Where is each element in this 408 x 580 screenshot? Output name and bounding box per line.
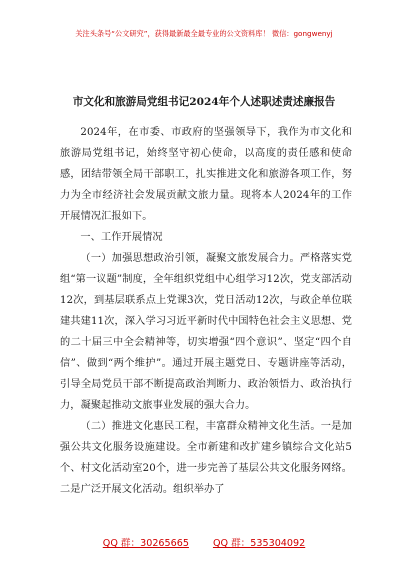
qq-group-2: QQ 群：535304092 bbox=[212, 538, 306, 549]
footer bbox=[0, 535, 408, 549]
document-body bbox=[60, 122, 352, 500]
paragraph-2: （二）推进文化惠民工程，丰富群众精神文化生活。一是加强公共文化服务设施建设。全市新建和改扩建乡镇综合文化站5个、村文化活动室20个，进一步完善了基层公共文化服务网络。二是广泛开展文化活动。组织举办了 bbox=[60, 421, 352, 495]
header-banner: 关注头条号“公文研究”，获得最新最全最专业的公文资料库！ 微信：gongwenyj bbox=[75, 29, 333, 38]
qq-group-1: QQ 群：30265665 bbox=[102, 538, 189, 549]
paragraph-intro: 2024年，在市委、市政府的坚强领导下，我作为市文化和旅游局党组书记，始终坚守初心使命，以高度的责任感和使命感，团结带领全局干部职工，扎实推进文化和旅游各项工作，努力为全市经济社会发展贡献文旅力量。现将本人2024年的工作开展情况汇报如下。 bbox=[60, 127, 352, 222]
document-title: 市文化和旅游局党组书记2024年个人述职述责述廉报告 bbox=[72, 96, 336, 108]
section-heading: 一、工作开展情况 bbox=[80, 232, 163, 243]
paragraph-1: （一）加强思想政治引领，凝聚文旅发展合力。严格落实党组“第一议题”制度，全年组织党组中心组学习12次，党支部活动12次，到基层联系点上党课3次，党日活动12次，与政企单位联建共建11次，深入学习习近平新时代中国特色社会主义思想、党的二十届三中全会精神等，切实增强“四个意识”、坚定“四个自信”、做到“两个维护”。通过开展主题党日、专题讲座等活动，引导全局党员干部不断提高政治判断力、政治领悟力、政治执行力，凝聚起推动文旅事业发展的强大合力。 bbox=[60, 253, 352, 411]
